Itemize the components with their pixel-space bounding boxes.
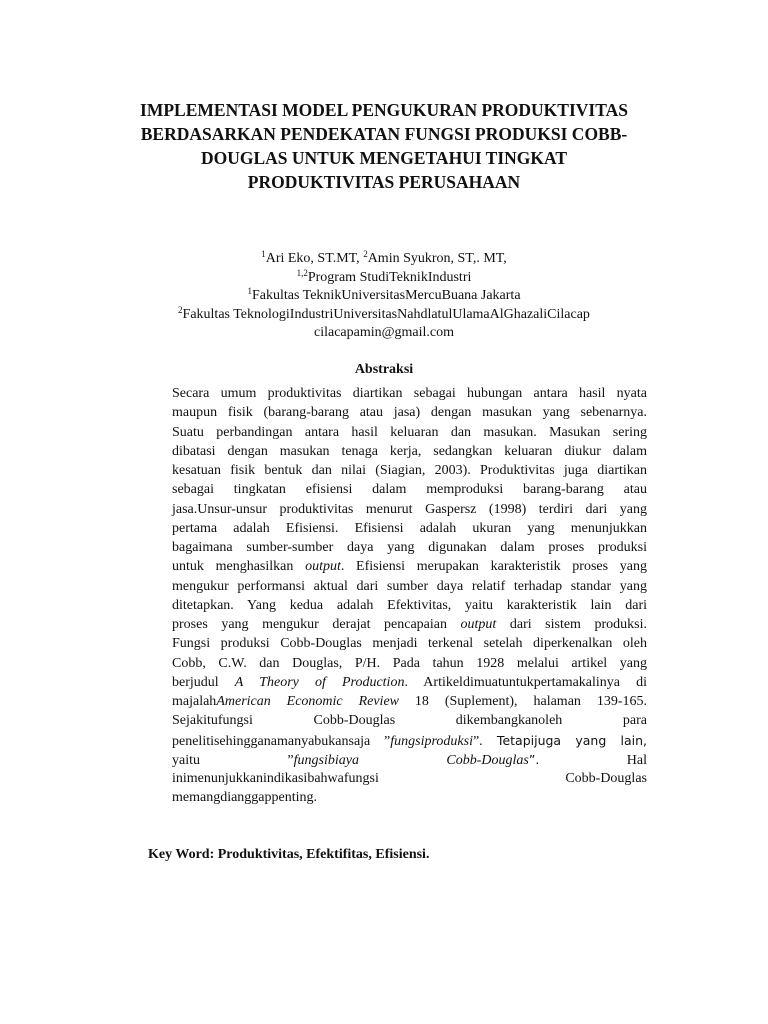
text-run: penelitisehingganamanyabukansaja ” xyxy=(172,733,391,749)
italic-term: output xyxy=(460,617,497,632)
italic-term: output xyxy=(305,559,341,575)
superscript: 2 xyxy=(178,304,183,315)
abstract-line xyxy=(172,750,647,769)
italic-journal: American Economic Review xyxy=(216,694,399,709)
text-run: yaitu ” xyxy=(172,752,294,768)
email: cilacapamin@gmail.com xyxy=(313,325,454,341)
text-run: majalah xyxy=(172,694,217,709)
affiliation-1-text: Fakultas TeknikUniversitasMercuBuana Jakarta xyxy=(251,288,521,304)
text-run: Tetapijuga yang lain, xyxy=(482,732,647,748)
superscript: 1,2 xyxy=(296,267,308,278)
text-run: ”. xyxy=(472,733,483,749)
abstract-line xyxy=(172,615,647,634)
text-run: ”. xyxy=(528,751,540,767)
text-run: proses yang mengukur derajat pencapaian xyxy=(172,617,461,632)
abstract-line: Suatu perbandingan antara hasil keluaran dan masukan. Masukan sering xyxy=(172,424,647,440)
text-run: 18 (Suplement), halaman 139-165. xyxy=(399,694,647,709)
abstract-line: mengukur performansi aktual dari sumber daya relatif terhadap standar yang xyxy=(172,578,647,594)
abstract-line: maupun fisik (barang-barang atau jasa) dengan masukan yang sebenarnya. xyxy=(172,405,647,421)
keywords: Key Word: Produktivitas, Efektifitas, Efisiensi. xyxy=(148,847,430,862)
text-run: . Efisiensi merupakan karakteristik proses yang xyxy=(340,559,647,575)
italic-term: fungsiproduksi xyxy=(390,733,473,749)
abstract-line: memangdianggappenting. xyxy=(172,790,318,806)
author-names xyxy=(100,250,668,269)
affiliation-2-text: Fakultas TeknologiIndustriUniversitasNahdlatulUlamaAlGhazaliCilacap xyxy=(182,306,590,322)
superscript: 1 xyxy=(247,286,252,297)
author-2: Amin Syukron, ST,. MT, xyxy=(367,251,507,266)
program-name: Program StudiTeknikIndustri xyxy=(307,269,472,285)
abstract-heading: Abstraksi xyxy=(354,362,414,377)
affiliation-2 xyxy=(100,306,668,325)
abstract-line: bagaimana sumber-sumber daya yang digunakan dalam proses produksi xyxy=(172,540,647,555)
author-block xyxy=(100,250,668,343)
text-run: untuk menghasilkan xyxy=(172,559,306,575)
abstract-line: inimenunjukkanindikasibahwafungsi Cobb-Douglas xyxy=(172,771,647,786)
abstract-line: ditetapkan. Yang kedua adalah Efektivitas, yaitu karakteristik lain dari xyxy=(172,597,647,613)
paper-title xyxy=(120,98,648,194)
abstract-line: Cobb, C.W. dan Douglas, P/H. Pada tahun 1928 melalui artikel yang xyxy=(172,655,647,671)
superscript: 1 xyxy=(261,249,266,259)
title-line: PRODUKTIVITAS PERUSAHAAN xyxy=(247,172,521,192)
title-line: BERDASARKAN PENDEKATAN FUNGSI PRODUKSI COBB- xyxy=(140,124,628,144)
author-1: Ari Eko, ST.MT, xyxy=(265,251,364,266)
abstract-line: dibatasi dengan masukan tenaga kerja, sedangkan keluaran diukur dalam xyxy=(172,443,647,459)
abstract-line: pertama adalah Efisiensi. Efisiensi adalah ukuran yang menunjukkan xyxy=(172,520,647,536)
affiliation-1 xyxy=(100,287,668,306)
abstract-line xyxy=(172,557,647,576)
abstract-line xyxy=(172,673,647,692)
superscript: 2 xyxy=(363,249,368,259)
abstract-line xyxy=(172,731,647,750)
abstract-body xyxy=(172,384,647,808)
italic-term: fungsibiaya Cobb-Douglas xyxy=(293,752,529,768)
title-line: IMPLEMENTASI MODEL PENGUKURAN PRODUKTIVITAS xyxy=(140,100,628,120)
program xyxy=(100,269,668,288)
abstract-line: kesatuan fisik bentuk dan nilai (Siagian, 2003). Produktivitas juga diartikan xyxy=(172,463,647,478)
text-run: Hal xyxy=(539,752,648,768)
text-run: . Artikeldimuatuntukpertamakalinya di xyxy=(404,674,648,690)
abstract-line: Secara umum produktivitas diartikan sebagai hubungan antara hasil nyata xyxy=(172,386,647,401)
text-run: berjudul xyxy=(172,674,235,690)
title-line: DOUGLAS UNTUK MENGETAHUI TINGKAT xyxy=(200,148,568,168)
text-run: dari sistem produksi. xyxy=(496,617,647,632)
abstract-line: Sejakitufungsi Cobb-Douglas dikembangkanoleh para xyxy=(172,713,647,729)
italic-title: A Theory of Production xyxy=(234,674,405,690)
abstract-line: Fungsi produksi Cobb-Douglas menjadi terkenal setelah diperkenalkan oleh xyxy=(172,636,647,652)
abstract-line xyxy=(172,692,647,711)
abstract-line: jasa.Unsur-unsur produktivitas menurut Gaspersz (1998) terdiri dari yang xyxy=(172,501,647,517)
abstract-line: sebagai tingkatan efisiensi dalam memproduksi barang-barang atau xyxy=(172,482,647,498)
